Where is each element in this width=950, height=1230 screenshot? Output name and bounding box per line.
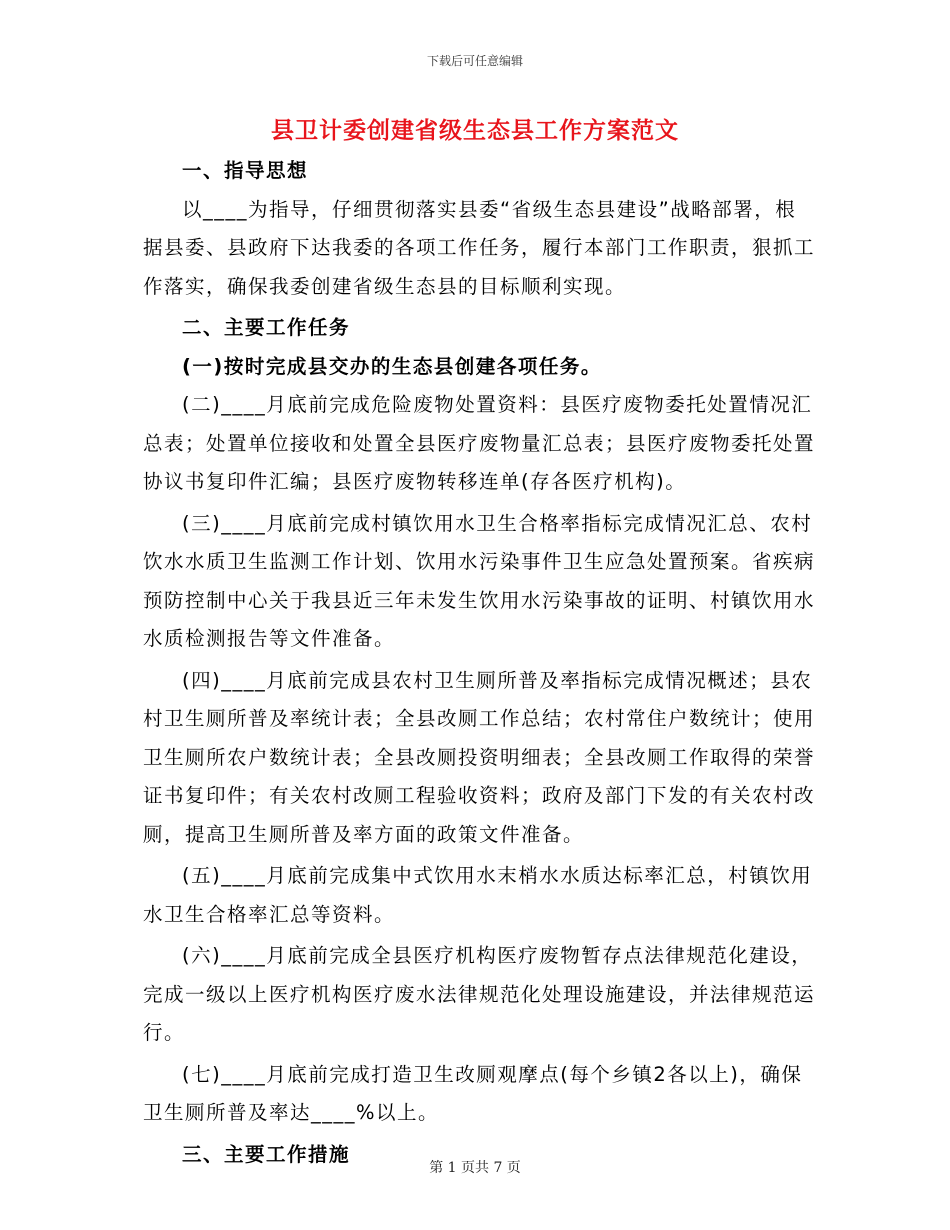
header-note: 下载后可任意编辑 — [426, 54, 523, 68]
document-title: 县卫计委创建省级生态县工作方案范文 — [271, 117, 679, 144]
task-item-3: (三)____月底前完成村镇饮用水卫生合格率指标完成情况汇总、农村饮水水质卫生监测工作计划、饮用水污染事件卫生应急处置预案。省疾病预防控制中心关于我县近三年未发生饮用水污染事故的证明、村镇饮用水水质检测报告等文件准备。 — [143, 511, 816, 650]
section-heading-guiding-ideology: 一、指导思想 — [182, 159, 309, 182]
task-item-7: (七)____月底前完成打造卫生改厕观摩点(每个乡镇2各以上)，确保卫生厕所普及率达____%以上。 — [143, 1062, 803, 1124]
section-heading-main-measures: 三、主要工作措施 — [182, 1142, 351, 1166]
page-number-footer: 第 1 页共 7 页 — [429, 1160, 521, 1176]
task-item-1: (一)按时完成县交办的生态县创建各项任务。 — [182, 354, 602, 378]
task-item-6: (六)____月底前完成全县医疗机构医疗废物暂存点法律规范化建设，完成一级以上医疗机构医疗废水法律规范化处理设施建设，并法律规范运行。 — [143, 944, 816, 1044]
section-heading-main-tasks: 二、主要工作任务 — [182, 316, 351, 339]
task-item-2: (二)____月底前完成危险废物处置资料：县医疗废物委托处置情况汇总表；处置单位接收和处置全县医疗废物量汇总表；县医疗废物委托处置协议书复印件汇编；县医疗废物转移连单(存各医疗机构)。 — [143, 393, 816, 493]
task-item-4: (四)____月底前完成县农村卫生厕所普及率指标完成情况概述；县农村卫生厕所普及率统计表；全县改厕工作总结；农村常住户数统计；使用卫生厕所农户数统计表；全县改厕投资明细表；全县改厕工作取得的荣誉证书复印件；有关农村改厕工程验收资料；政府及部门下发的有关农村改厕，提高卫生厕所普及率方面的政策文件准备。 — [143, 668, 816, 846]
document-body — [143, 152, 815, 1174]
task-item-5: (五)____月底前完成集中式饮用水末梢水水质达标率汇总，村镇饮用水卫生合格率汇总等资料。 — [143, 864, 813, 926]
paragraph-guiding-ideology: 以____为指导，仔细贯彻落实县委“省级生态县建设”战略部署，根据县委、县政府下达我委的各项工作任务，履行本部门工作职责，狠抓工作落实，确保我委创建省级生态县的目标顺利实现。 — [143, 197, 816, 298]
